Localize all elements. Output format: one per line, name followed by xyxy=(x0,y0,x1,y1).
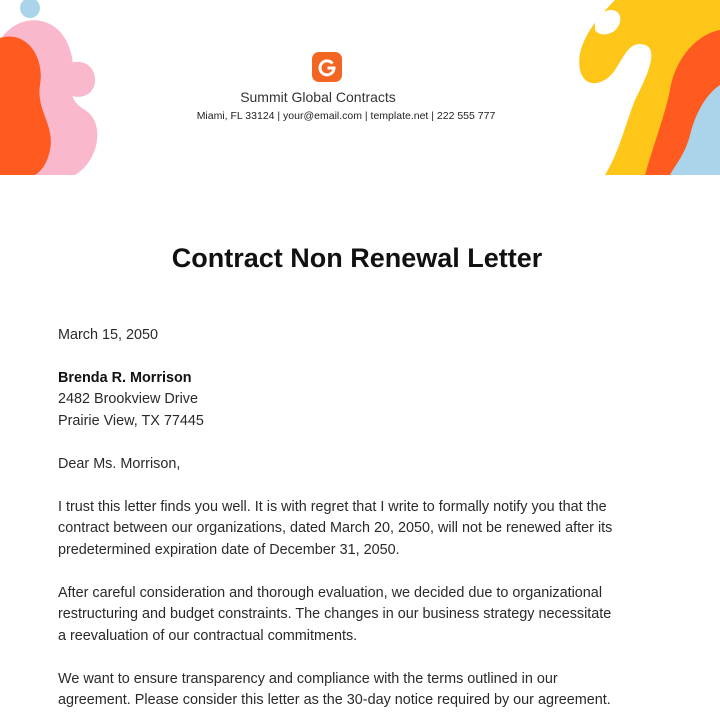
g-logo-icon xyxy=(317,57,337,77)
recipient-name: Brenda R. Morrison xyxy=(58,370,192,386)
paragraph-line: contract between our organizations, dated March 20, 2050, will not be renewed after its xyxy=(58,520,613,537)
paragraph-line: I trust this letter finds you well. It is with regret that I write to formally notify you that the xyxy=(58,499,607,515)
paragraph-line: restructuring and budget constraints. The changes in our business strategy necessitate xyxy=(58,606,612,623)
letter-title: Contract Non Renewal Letter xyxy=(171,243,543,273)
recipient-street: 2482 Brookview Drive xyxy=(58,391,198,408)
paragraph-line: a reevaluation of our contractual commitments. xyxy=(58,627,358,644)
letterhead xyxy=(0,0,720,175)
company-logo xyxy=(312,52,342,82)
paragraph-line: We want to ensure transparency and compliance with the terms outlined in our xyxy=(58,671,558,687)
left-decoration-image xyxy=(0,0,110,175)
letter-date: March 15, 2050 xyxy=(58,327,158,343)
paragraph-line: agreement. Please consider this letter as the 30-day notice required by our agreement. xyxy=(58,692,611,709)
paragraph-2 xyxy=(58,583,678,647)
recipient-city: Prairie View, TX 77445 xyxy=(58,412,204,429)
paragraph-1 xyxy=(58,497,678,561)
paragraph-3 xyxy=(58,669,678,712)
salutation: Dear Ms. Morrison, xyxy=(58,456,181,472)
company-name: Summit Global Contracts xyxy=(240,89,396,105)
recipient-address-block xyxy=(58,368,678,432)
paragraph-line: After careful consideration and thorough evaluation, we decided due to organizational xyxy=(58,585,603,601)
paragraph-line: predetermined expiration date of December 31, 2050. xyxy=(58,541,400,558)
right-decoration-image xyxy=(575,0,720,175)
company-contact-line: Miami, FL 33124 | your@email.com | template.net | 222 555 777 xyxy=(196,110,496,122)
